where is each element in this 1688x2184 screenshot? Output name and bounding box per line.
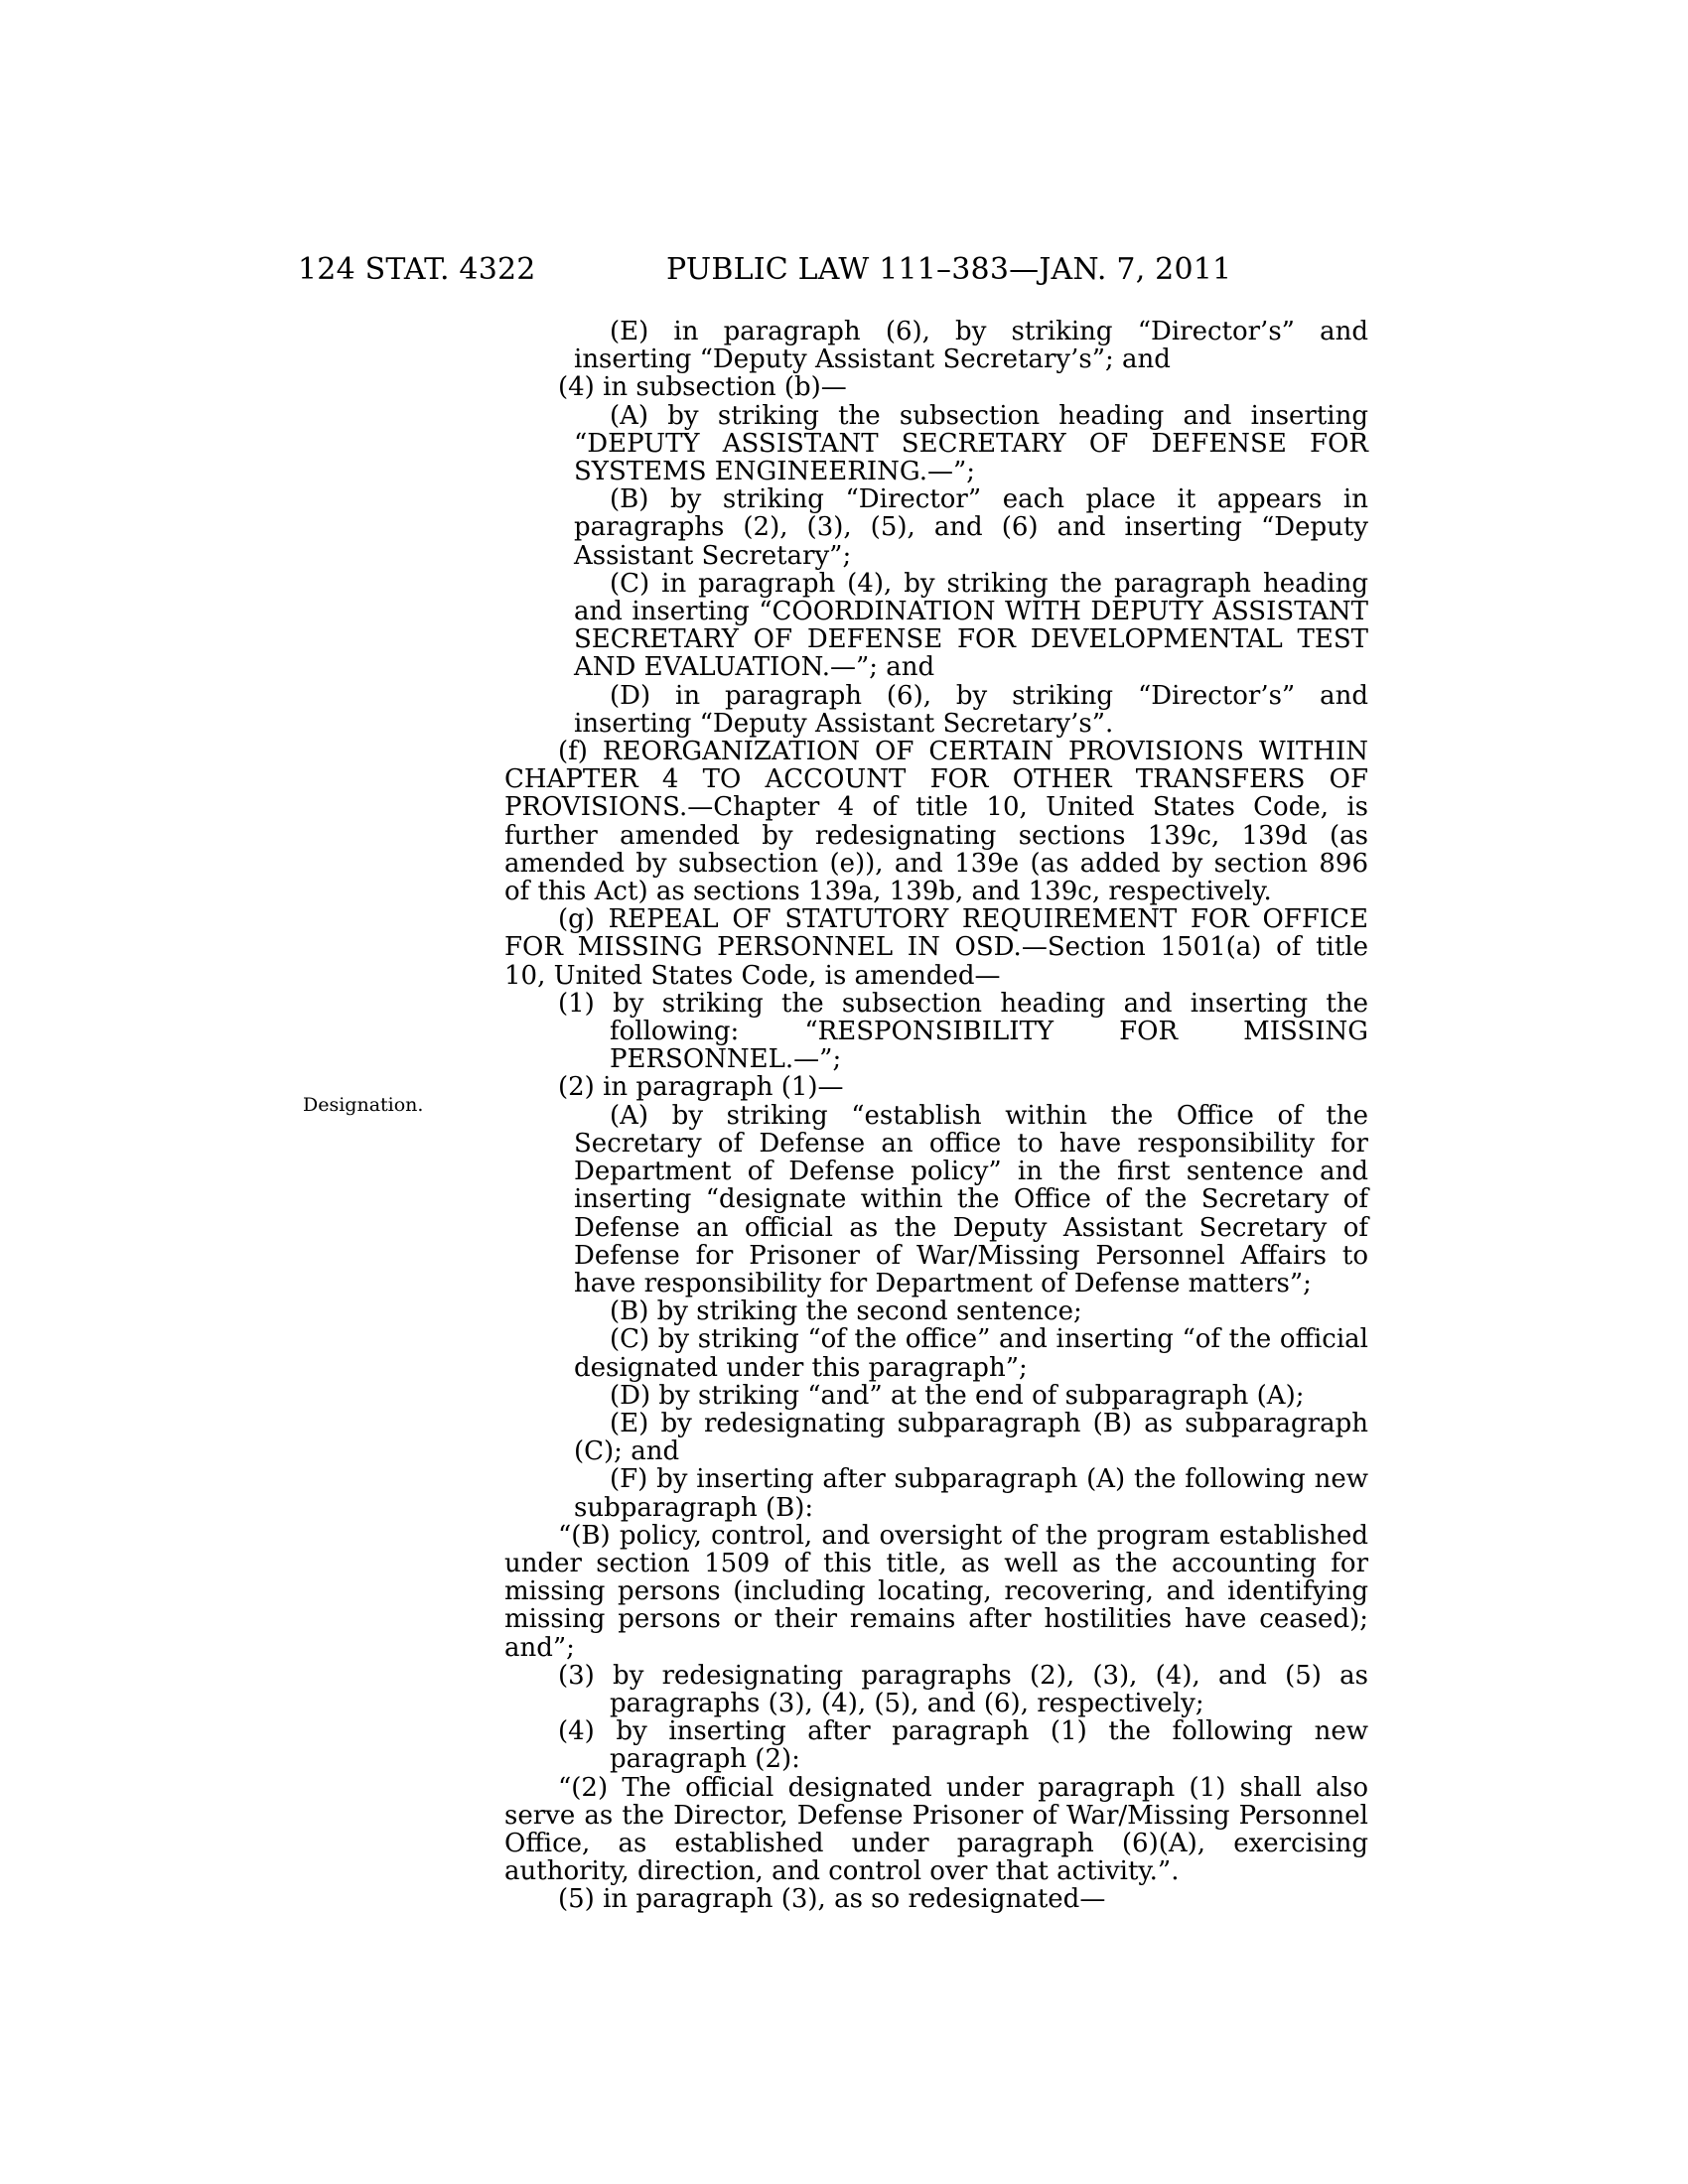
paragraph: (4) in subsection (b)— [558,372,847,403]
paragraph: (A) by striking “establish within the Office of the Secretary of Defense an office to have responsibility for Department of Defense policy” in the first sentence and inserting “designate within the Office of the Secretary of Defense an official as the Deputy Assistant Secretary of Defense for Prisoner of War/Missing Personnel Affairs to have responsibility for Department of Defense matters”; [574,1100,1368,1298]
paragraph: “(2) The official designated under paragraph (1) shall also serve as the Director, Defense Prisoner of War/Missing Personnel Office, as established under paragraph (6)(A), exercising authority, direction, and control over that activity.”. [504,1772,1368,1887]
paragraph: (1) by striking the subsection heading and inserting the following: “RESPONSIBILITY FOR MISSING PERSONNEL.—”; [558,988,1368,1075]
paragraph: (D) in paragraph (6), by striking “Director’s” and inserting “Deputy Assistant Secretary’s”. [574,680,1368,739]
paragraph: (D) by striking “and” at the end of subparagraph (A); [610,1380,1305,1411]
paragraph: (2) in paragraph (1)— [558,1072,844,1103]
paragraph: (A) by striking the subsection heading and inserting “DEPUTY ASSISTANT SECRETARY OF DEFENSE FOR SYSTEMS ENGINEERING.—”; [574,400,1368,487]
paragraph: (g) REPEAL OF STATUTORY REQUIREMENT FOR OFFICE FOR MISSING PERSONNEL IN OSD.—Section 1501(a) of title 10, United States Code, is amended— [504,904,1368,991]
paragraph: (C) in paragraph (4), by striking the paragraph heading and inserting “COORDINATION WITH DEPUTY ASSISTANT SECRETARY OF DEFENSE FOR DEVELOPMENTAL TEST AND EVALUATION.—”; and [574,568,1368,683]
running-header-law-title: PUBLIC LAW 111–383—JAN. 7, 2011 [666,252,1232,287]
paragraph: “(B) policy, control, and oversight of the program established under section 1509 of this title, as well as the accounting for missing persons (including locating, recovering, and identifying missing persons or their remains after hostilities have ceased); and”; [504,1520,1368,1663]
paragraph: (C) by striking “of the office” and inserting “of the official designated under this paragraph”; [574,1324,1368,1383]
paragraph: (F) by inserting after subparagraph (A) the following new subparagraph (B): [574,1464,1368,1523]
paragraph: (3) by redesignating paragraphs (2), (3), (4), and (5) as paragraphs (3), (4), (5), and (6), respectively; [558,1660,1368,1718]
paragraph: (B) by striking the second sentence; [610,1297,1082,1327]
paragraph: (E) in paragraph (6), by striking “Director’s” and inserting “Deputy Assistant Secretary’s”; and [574,317,1368,375]
paragraph: (B) by striking “Director” each place it appears in paragraphs (2), (3), (5), and (6) and inserting “Deputy Assistant Secretary”; [574,484,1368,571]
margin-note-designation: Designation. [303,1094,424,1116]
document-body [504,318,1368,1914]
paragraph: (f) REORGANIZATION OF CERTAIN PROVISIONS WITHIN CHAPTER 4 TO ACCOUNT FOR OTHER TRANSFERS OF PROVISIONS.—Chapter 4 of title 10, United States Code, is further amended by redesignating sections 139c, 139d (as amended by subsection (e)), and 139e (as added by section 896 of this Act) as sections 139a, 139b, and 139c, respectively. [504,737,1368,907]
paragraph: (5) in paragraph (3), as so redesignated— [558,1884,1106,1915]
paragraph: (4) by inserting after paragraph (1) the following new paragraph (2): [558,1716,1368,1775]
page-stat-citation: 124 STAT. 4322 [298,252,536,287]
paragraph: (E) by redesignating subparagraph (B) as subparagraph (C); and [574,1408,1368,1467]
